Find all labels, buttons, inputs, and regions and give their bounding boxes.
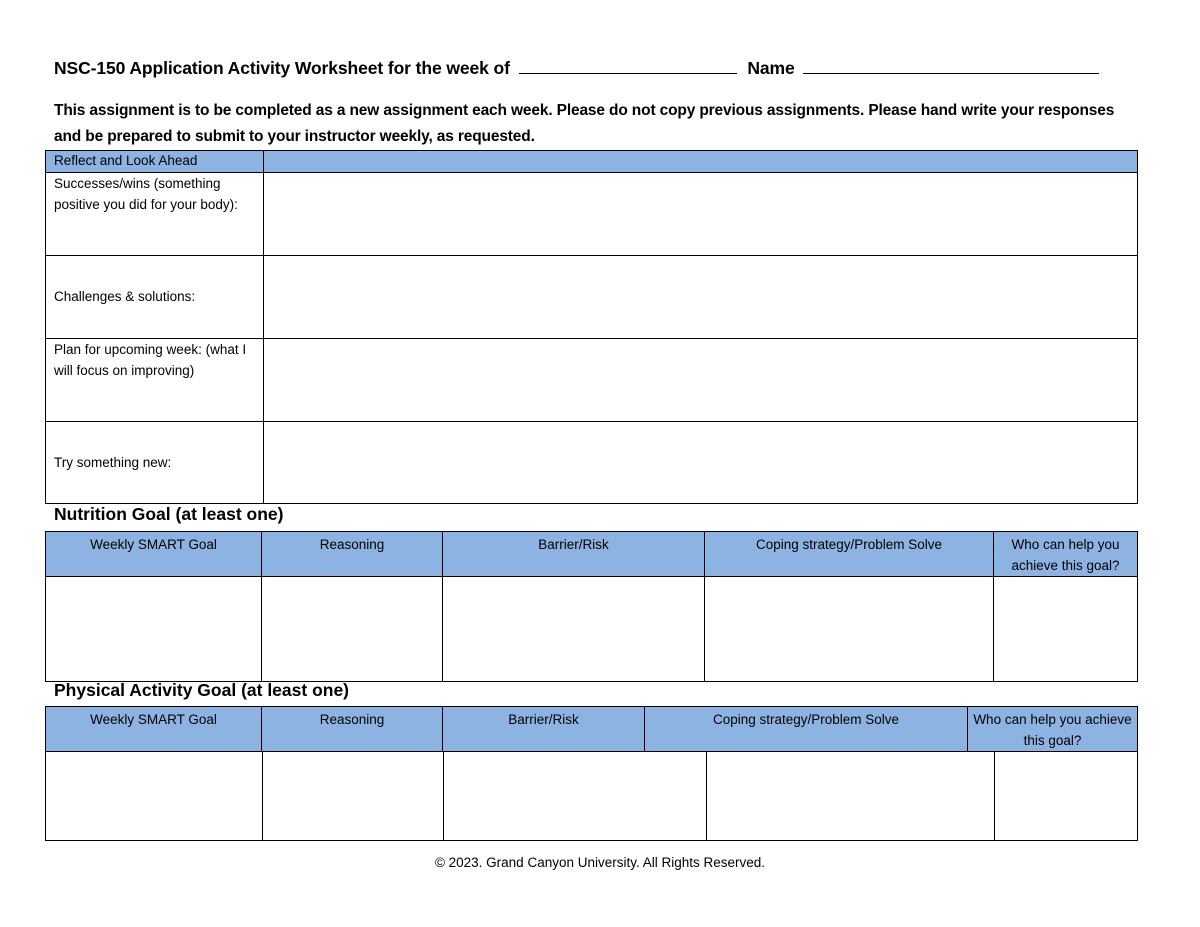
physical-header-row — [46, 707, 1138, 752]
nutrition-cell-reasoning[interactable] — [262, 577, 443, 682]
nutrition-response-row — [46, 577, 1138, 682]
nutrition-col-who-helps: Who can help you achieve this goal? — [994, 532, 1138, 577]
physical-goal-table — [45, 706, 1138, 841]
physical-cell-barrier[interactable] — [444, 752, 706, 840]
nutrition-col-coping: Coping strategy/Problem Solve — [705, 532, 994, 577]
nutrition-col-smart-goal: Weekly SMART Goal — [46, 532, 262, 577]
reflect-table — [45, 150, 1138, 504]
nutrition-col-barrier: Barrier/Risk — [443, 532, 705, 577]
reflect-header-row — [46, 151, 1138, 173]
reflect-header-fill — [264, 151, 1138, 173]
reflect-label-challenges: Challenges & solutions: — [54, 289, 196, 305]
reflect-label-cell-try-new — [46, 422, 264, 504]
physical-col-reasoning: Reasoning — [262, 707, 443, 752]
physical-response-row — [46, 752, 1138, 841]
physical-cell-reasoning[interactable] — [263, 752, 443, 840]
week-of-field[interactable] — [519, 57, 737, 74]
instructions: This assignment is to be completed as a new assignment each week. Please do not copy previous assignments. Please hand write your responses and be prepared to submit to your instructor weekly, as requested. — [54, 102, 1115, 145]
reflect-row-challenges — [46, 256, 1138, 339]
name-label: Name — [747, 58, 795, 78]
physical-response-area — [46, 752, 1138, 841]
reflect-response-plan[interactable] — [264, 339, 1138, 422]
physical-cell-who-helps[interactable] — [995, 752, 1138, 840]
nutrition-goal-table — [45, 531, 1138, 682]
reflect-row-try-new — [46, 422, 1138, 504]
reflect-row-successes — [46, 173, 1138, 256]
reflect-response-successes[interactable] — [264, 173, 1138, 256]
nutrition-section-title: Nutrition Goal (at least one) — [54, 504, 284, 524]
nutrition-col-reasoning: Reasoning — [262, 532, 443, 577]
name-field[interactable] — [803, 57, 1099, 74]
reflect-response-try-new[interactable] — [264, 422, 1138, 504]
nutrition-header-row — [46, 532, 1138, 577]
copyright-footer: © 2023. Grand Canyon University. All Rights Reserved. — [434, 855, 766, 870]
nutrition-cell-smart-goal[interactable] — [46, 577, 262, 682]
reflect-label-plan: Plan for upcoming week: (what I will focus on improving) — [46, 339, 264, 422]
page-title — [54, 57, 1144, 79]
physical-col-coping: Coping strategy/Problem Solve — [645, 707, 968, 752]
reflect-label-cell-challenges — [46, 256, 264, 339]
nutrition-cell-who-helps[interactable] — [994, 577, 1138, 682]
reflect-label-try-new: Try something new: — [54, 454, 172, 470]
physical-cell-smart-goal[interactable] — [46, 752, 262, 840]
reflect-row-plan — [46, 339, 1138, 422]
physical-section-title: Physical Activity Goal (at least one) — [54, 680, 350, 700]
nutrition-cell-barrier[interactable] — [443, 577, 705, 682]
physical-cell-coping[interactable] — [707, 752, 994, 840]
physical-col-who-helps: Who can help you achieve this goal? — [968, 707, 1138, 752]
physical-col-smart-goal: Weekly SMART Goal — [46, 707, 262, 752]
reflect-label-successes: Successes/wins (something positive you did for your body): — [46, 173, 264, 256]
reflect-response-challenges[interactable] — [264, 256, 1138, 339]
physical-col-barrier: Barrier/Risk — [443, 707, 645, 752]
reflect-header: Reflect and Look Ahead — [46, 151, 264, 173]
worksheet-title: NSC-150 Application Activity Worksheet for the week of — [54, 58, 510, 78]
nutrition-cell-coping[interactable] — [705, 577, 994, 682]
